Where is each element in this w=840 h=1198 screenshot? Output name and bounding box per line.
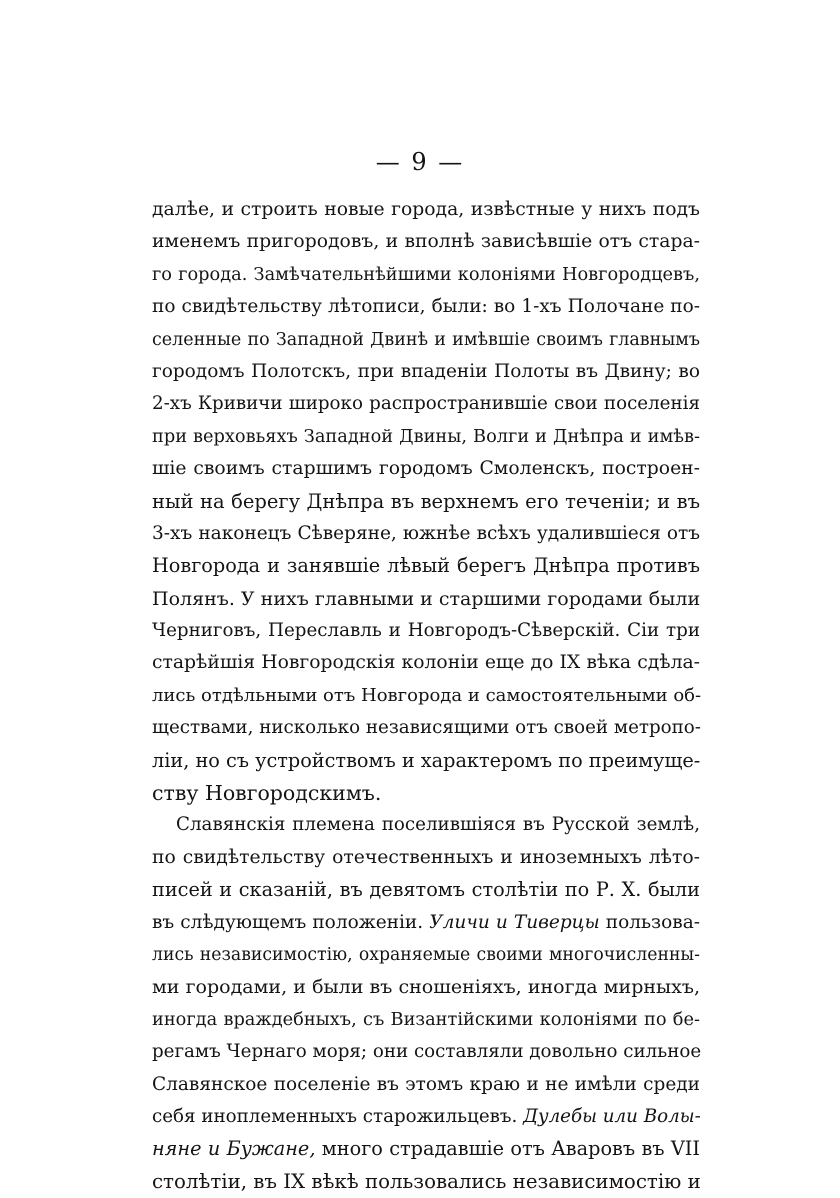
body-text bbox=[152, 194, 700, 1198]
text-line: Славянскія племена поселившіяся въ Русской землѣ, bbox=[176, 814, 700, 836]
text-line bbox=[152, 907, 700, 939]
text-line: ми городами, и были въ сношеніяхъ, иногда мирныхъ, bbox=[152, 976, 700, 999]
text-run: въ слѣдующемъ положеніи. bbox=[152, 911, 424, 933]
text-line: Славянское поселеніе въ этомъ краю и не имѣли среди bbox=[152, 1073, 700, 1095]
text-line: шіе своимъ старшимъ городомъ Смоленскъ, построен- bbox=[152, 458, 700, 480]
italic-term: няне и Бужане, bbox=[152, 1137, 316, 1161]
text-line: Новгорода и занявшіе лѣвый берегъ Днѣпра противъ bbox=[152, 554, 700, 578]
text-line: регамъ Чернаго моря; они составляли довольно сильное bbox=[152, 1041, 702, 1063]
italic-term: Уличи и Тиверцы bbox=[429, 911, 600, 933]
text-line: ліи, но съ устройствомъ и характеромъ по преимуще- bbox=[152, 748, 701, 772]
text-line: столѣтіи, въ IX вѣкѣ пользовались независимостію и bbox=[152, 1169, 701, 1193]
italic-term: Дулебы или Волы- bbox=[523, 1105, 701, 1127]
text-line: старѣйшія Новгородскія колоніи еще до IX вѣка сдѣла- bbox=[152, 652, 700, 674]
page-number: — 9 — bbox=[375, 148, 465, 176]
text-line: при верховьяхъ Западной Двины, Волги и Днѣпра и имѣв- bbox=[152, 426, 700, 447]
text-line: Полянъ. У нихъ главными и старшими городами были bbox=[152, 587, 701, 610]
text-line: лись отдѣльными отъ Новгорода и самостоятельными об- bbox=[152, 684, 702, 706]
text-line: лись независимостію, охраняемые своими многочисленны- bbox=[152, 944, 700, 965]
text-line: городомъ Полотскъ, при впаденіи Полоты въ Двину; во bbox=[152, 360, 700, 382]
text-line: именемъ пригородовъ, и вполнѣ зависѣвшіе отъ стара- bbox=[152, 231, 700, 253]
text-line: Черниговъ, Переславль и Новгородъ-Сѣверскій. Сіи три bbox=[152, 620, 700, 642]
text-line: селенные по Западной Двинѣ и имѣвшіе своимъ главнымъ bbox=[152, 329, 700, 350]
text-line: по свидѣтельству лѣтописи, были: во 1-хъ Полочане по- bbox=[152, 296, 700, 318]
text-line: далѣе, и строить новые города, извѣстные у нихъ подъ bbox=[152, 199, 700, 220]
text-run: пользова- bbox=[605, 911, 700, 933]
text-line: ству Новгородскимъ. bbox=[152, 781, 382, 806]
text-line: ный на берегу Днѣпра въ верхнемъ его теченіи; и въ bbox=[152, 489, 700, 513]
text-line: писей и сказаній, въ девятомъ столѣтіи по Р. Х. были bbox=[152, 878, 700, 902]
text-run: много страдавшіе отъ Аваровъ въ VII bbox=[321, 1137, 700, 1161]
text-line: 3-хъ наконецъ Сѣверяне, южнѣе всѣхъ удалившіеся отъ bbox=[152, 522, 700, 544]
paragraph-1 bbox=[152, 194, 700, 809]
text-line bbox=[152, 1101, 700, 1133]
text-run: себя иноплеменныхъ старожильцевъ. bbox=[152, 1105, 518, 1127]
text-line bbox=[152, 1133, 700, 1165]
text-line: 2-хъ Кривичи широко распространившіе свои поселенія bbox=[152, 393, 700, 415]
text-line: го города. Замѣчательнѣйшими колоніями Новгородцевъ, bbox=[152, 264, 700, 285]
text-line: иногда враждебныхъ, съ Византійскими колоніями по бе- bbox=[152, 1009, 700, 1030]
paragraph-2 bbox=[152, 809, 700, 1198]
text-line: ществами, нисколько независящими отъ своей метропо- bbox=[152, 717, 701, 739]
text-line: по свидѣтельству отечественныхъ и иноземныхъ лѣто- bbox=[152, 846, 700, 868]
